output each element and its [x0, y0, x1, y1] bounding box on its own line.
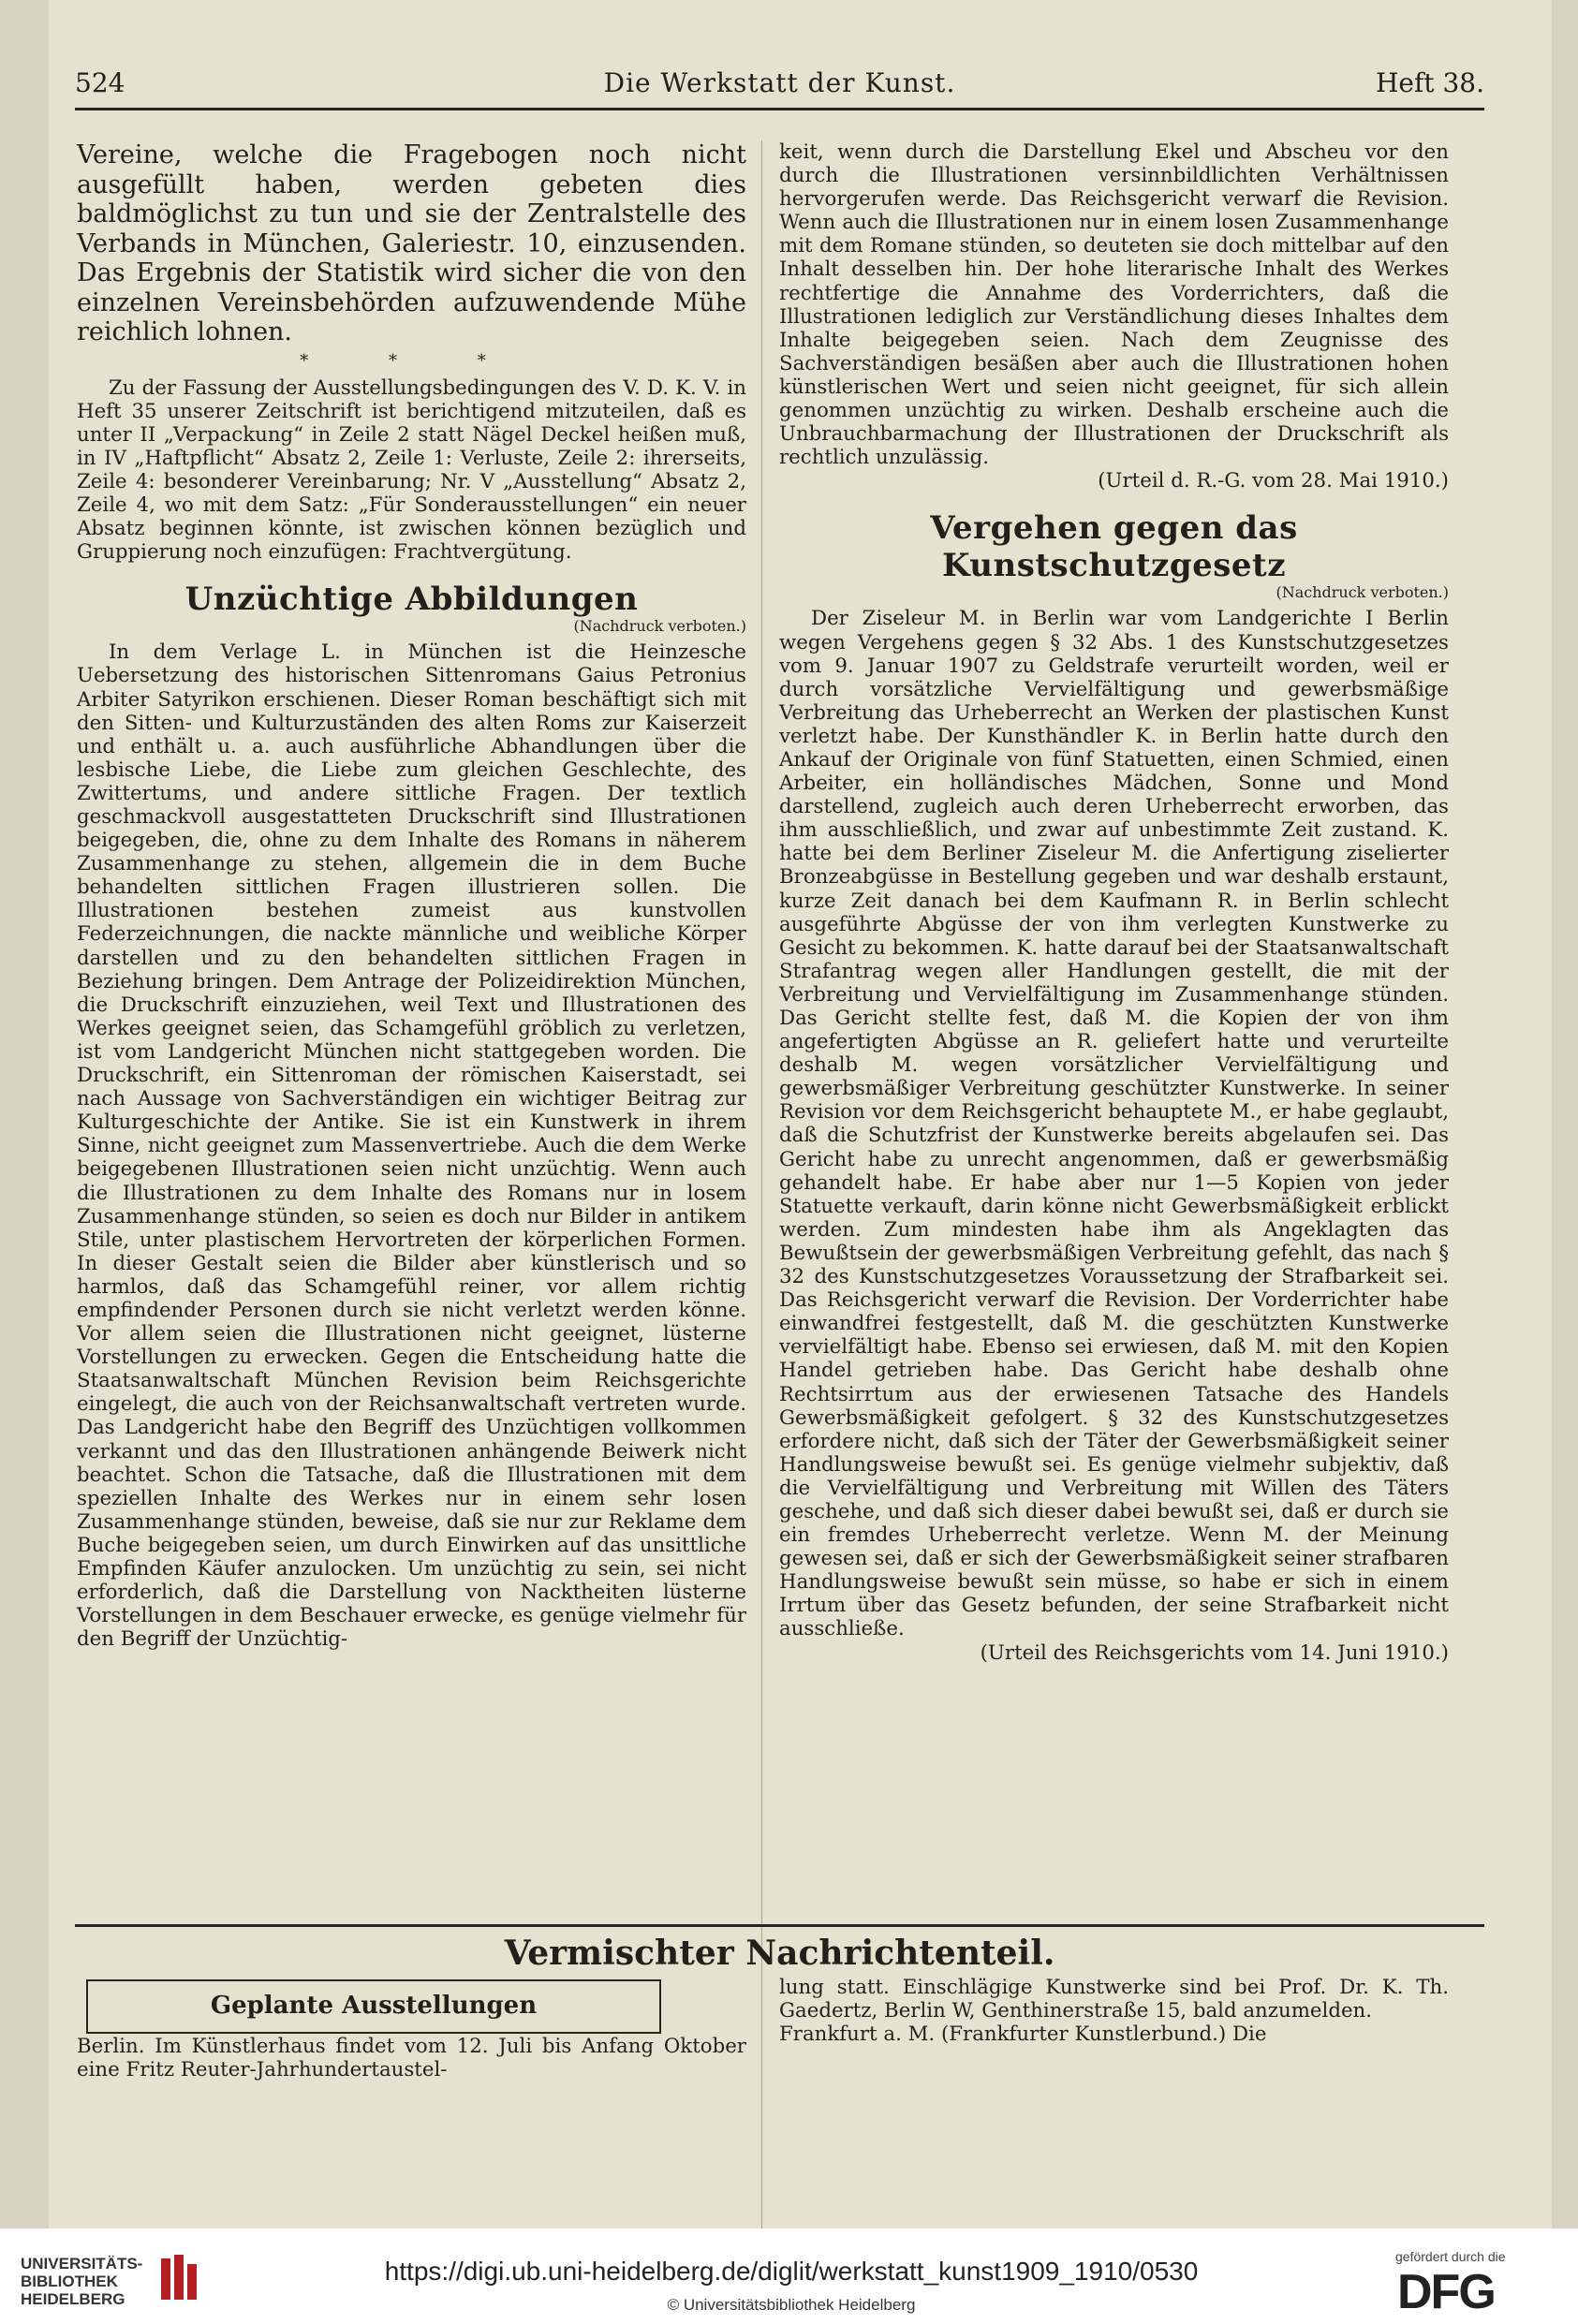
section-separator: * * *: [300, 350, 524, 371]
article-body-unzuechtige: In dem Verlage L. in München ist die Heinzesche Uebersetzung des historischen Sittenromans Gaius Petronius Arbiter Satyrikon erschienen. Dieser Roman beschäftigt sich mit den Sitten- und Kulturzuständen des alten Roms zur Kaiserzeit und enthält u. a. auch ausführliche Abhandlungen über die lesbische Liebe, die Liebe zum gleichen Geschlechte, des Zwittertums, und andere sittliche Fragen. Der textlich geschmackvoll ausgestatteten Druckschrift sind Illustrationen beigegeben, die, ohne zu dem Inhalte des Romans in näherem Zusammenhange zu stehen, allgemein die in dem Buche behandelten sittlichen Fragen illustrieren sollen. Die Illustrationen bestehen zumeist aus kunstvollen Federzeichnungen, die nackte männliche und weibliche Körper darstellen und zu den behandelten sittlichen Fragen in Beziehung bringen. Dem Antrage der Polizeidirektion München, die Druckschrift einzuziehen, weil Text und Illustrationen des Werkes geeignet seien, das Schamgefühl gröblich zu verletzen, ist vom Landgericht München nicht stattgegeben worden. Die Druckschrift, ein Sittenroman der römischen Kaiserstadt, sei nach Aussage von Sachverständigen ein wichtiger Beitrag zur Kulturgeschichte der Antike. Sie ist ein Kunstwerk in ihrem Sinne, nicht geeignet zum Massenvertriebe. Auch die dem Werke beigegebenen Illustrationen seien nicht unzüchtig. Wenn auch die Illustrationen zu dem Inhalte des Romans nur in losem Zusammenhange stünden, so seien es doch nur Bilder in antikem Stile, unter plastischem Hervortreten der körperlichen Formen. In dieser Gestalt seien die Bilder aber künstlerisch und so harmlos, daß das Schamgefühl reiner, vor allem richtig empfindender Personen durch sie nicht verletzt werden könne. Vor allem seien die Illustrationen nicht geeignet, lüsterne Vorstellungen zu erwecken. Gegen die Entscheidung hatte die Staatsanwaltschaft München Revision beim Reichsgerichte eingelegt, die auch von der Reichsanwaltschaft vertreten wurde. Das Landgericht habe den Begriff des Unzüchtigen vollkommen verkannt und das den Illustrationen anhängende Beiwerk nicht beachtet. Schon die Tatsache, daß die Illustrationen mit dem speziellen Inhalte des Werkes nur in einem sehr losen Zusammenhange stünden, beweise, daß sie nur zur Reklame dem Buche beigegeben seien, um durch Einwirken auf das unsittliche Empfinden Käufer anzulocken. Um unzüchtig zu sein, sei nicht erforderlich, daß die Darstellung von Nacktheiten lüsterne Vorstellungen in dem Beschauer erwecke, es genüge vielmehr für den Begriff der Unzüchtig-: [77, 640, 746, 1652]
library-name: UNIVERSITÄTS- BIBLIOTHEK HEIDELBERG: [21, 2255, 143, 2308]
exhibition-text: lung statt. Einschlägige Kunstwerke sind bei Prof. Dr. K. Th. Gaedertz, Berlin W, Genthinerstraße 15, bald anzumelden.: [779, 1976, 1449, 2023]
verdict-citation: (Urteil d. R.-G. vom 28. Mai 1910.): [1098, 469, 1449, 493]
article-continuation: keit, wenn durch die Darstellung Ekel und Abscheu vor den durch die Illustrationen versinnbildlichten Verhältnissen hervorgerufen werde. Das Reichsgericht verwarf die Revision. Wenn auch die Illustrationen nur in einem losen Zusammenhange mit dem Romane stünden, so deuteten sie doch mittelbar auf den Inhalt desselben hin. Der hohe literarische Inhalt des Werkes rechtfertige die Annahme des Vorderrichters, daß die Illustrationen lediglich zur Verständlichung dieses Inhaltes dem Inhalte beigegeben seien. Nach dem Zeugnisse des Sachverständigen besäßen aber auch die Illustrationen hohen künstlerischen Wert und seien nicht geeignet, für sich allein genommen unzüchtig zu wirken. Deshalb erscheine auch die Unbrauchbarmachung der Illustrationen der Druckschrift als rechtlich unzulässig.: [779, 140, 1449, 470]
permalink-url[interactable]: https://digi.ub.uni-heidelberg.de/diglit/werkstatt_kunst1909_1910/0530: [384, 2257, 1199, 2286]
issue-number: Heft 38.: [1375, 67, 1484, 98]
copyright-line: © Universitätsbibliothek Heidelberg: [667, 2296, 916, 2314]
planned-exhibitions-box: Geplante Ausstellungen: [86, 1979, 661, 2034]
header-rule: [75, 108, 1484, 110]
section-title-unzuechtige-abbildungen: Unzüchtige Abbildungen: [184, 581, 639, 619]
section-title-kunstschutzgesetz: Vergehen gegen das Kunstschutzgesetz: [930, 509, 1298, 585]
left-column: [77, 140, 746, 1651]
verdict-citation: (Urteil des Reichsgerichts vom 14. Juni 1910.): [980, 1640, 1449, 1665]
column-divider: [761, 140, 762, 2228]
section-rule: [75, 1924, 1484, 1927]
dfg-logo: DFG: [1397, 2265, 1495, 2319]
viewer-footer: [0, 2228, 1578, 2324]
intro-paragraph: Vereine, welche die Fragebogen noch nicht ausgefüllt haben, werden gebeten dies baldmöglichst zu tun und sie der Zentralstelle des Verbands in München, Galeriestr. 10, einzusenden. Das Ergebnis der Statistik wird sicher die von den einzelnen Vereinsbehörden aufzuwendende Mühe reichlich lohnen.: [77, 140, 746, 346]
library-logo-icon: [157, 2251, 210, 2303]
reprint-note: (Nachdruck verboten.): [1276, 583, 1449, 602]
article-body-kunstschutz: Der Ziseleur M. in Berlin war vom Landgerichte I Berlin wegen Vergehens gegen § 32 Abs. 1 des Kunstschutzgesetzes vom 9. Januar 1907 zu Geldstrafe verurteilt worden, weil er durch vorsätzliche Vervielfältigung und gewerbsmäßige Verbreitung das Urheberrecht an Werken der plastischen Kunst verletzt habe. Der Kunsthändler K. in Berlin hatte durch den Ankauf der Originale von fünf Statuetten, einen Schmied, einen Arbeiter, ein holländisches Mädchen, Sonne und Mond darstellend, zugleich auch deren Urheberrecht erworben, das ihm ausschließlich, und zwar auf unbestimmte Zeit zustand. K. hatte bei dem Berliner Ziseleur M. die Anfertigung ziselierter Bronzeabgüsse in Bestellung gegeben und war deshalb erstaunt, kurze Zeit danach bei dem Kaufmann R. in Berlin schlecht ausgeführte Abgüsse der von ihm verlegten Kunstwerke zu Gesicht zu bekommen. K. hatte darauf bei der Staatsanwaltschaft Strafantrag wegen aller Handlungen gestellt, die mit der Verbreitung und Vervielfältigung im Zusammenhange stünden. Das Gericht stellte fest, daß M. die Kopien der von ihm angefertigten Abgüsse an R. geliefert hatte und verurteilte deshalb M. wegen vorsätzlicher Vervielfältigung und gewerbsmäßiger Verbreitung geschützter Kunstwerke. In seiner Revision vor dem Reichsgericht behauptete M., er habe geglaubt, daß die Schutzfrist der Kunstwerke bereits abgelaufen sei. Das Gericht habe zu unrecht angenommen, daß er gewerbsmäßig gehandelt habe. Er habe aber nur 1—5 Kopien von jeder Statuette verkauft, darin könne nicht Gewerbsmäßigkeit erblickt werden. Zum mindesten habe ihm als Angeklagten das Bewußtsein der gewerbsmäßigen Verbreitung gefehlt, das nach § 32 des Kunstschutzgesetzes Voraussetzung der Strafbarkeit sei. Das Reichsgericht verwarf die Revision. Der Vorderrichter habe einwandfrei festgestellt, daß M. die geschützten Kunstwerke vervielfältigt habe. Ebenso sei erwiesen, daß M. mit den Kopien Handel getrieben habe. Das Gericht habe deshalb ohne Rechtsirrtum aus der erwiesenen Tatsache des Handels Gewerbsmäßigkeit gefolgert. § 32 des Kunstschutzgesetzes erfordere nicht, daß sich der Täter der Gewerbsmäßigkeit seiner Handlungsweise bewußt sei. Es genüge vielmehr subjektiv, daß die Vervielfältigung und Verbreitung mit Willen des Täters geschehe, und daß sich dieser dabei bewußt sei, daß er durch sie ein fremdes Urheberrecht verletze. Wenn M. der Meinung gewesen sei, daß er sich der Gewerbsmäßigkeit seiner strafbaren Handlungsweise bewußt sein müsse, so habe er sich in einem Irrtum über das Gesetz befunden, der seine Strafbarkeit nicht ausschließe.: [779, 607, 1449, 1641]
exhibition-frankfurt: Frankfurt a. M. (Frankfurter Kunstlerbund.) Die: [779, 2022, 1267, 2047]
right-column: [779, 140, 1449, 1665]
reprint-note: (Nachdruck verboten.): [573, 617, 746, 636]
journal-title: Die Werkstatt der Kunst.: [603, 67, 956, 98]
correction-notice: Zu der Fassung der Ausstellungsbedingungen des V. D. K. V. in Heft 35 unserer Zeitschrift ist berichtigend mitzuteilen, daß es unter II „Verpackung“ in Zeile 2 statt Nägel Deckel heißen muß, in IV „Haftpflicht“ Absatz 2, Zeile 1: Verluste, Zeile 2: ihrerseits, Zeile 4: besonderer Vereinbarung; Nr. V „Ausstellung“ Absatz 2, Zeile 4, wo mit dem Satz: „Für Sonderausstellungen“ ein neuer Absatz beginnen könnte, ist zwischen können bezüglich und Gruppierung noch einzufügen: Frachtvergütung.: [77, 375, 746, 565]
exhibition-berlin: Berlin. Im Künstlerhaus findet vom 12. Juli bis Anfang Oktober eine Fritz Reuter-Jahrhundertaustel-: [77, 2035, 746, 2082]
funder-note: gefördert durch die: [1395, 2249, 1506, 2264]
exhibition-continuation: [779, 1976, 1449, 2046]
misc-news-title: Vermischter Nachrichtenteil.: [504, 1934, 1055, 1973]
page-number: 524: [75, 67, 125, 98]
